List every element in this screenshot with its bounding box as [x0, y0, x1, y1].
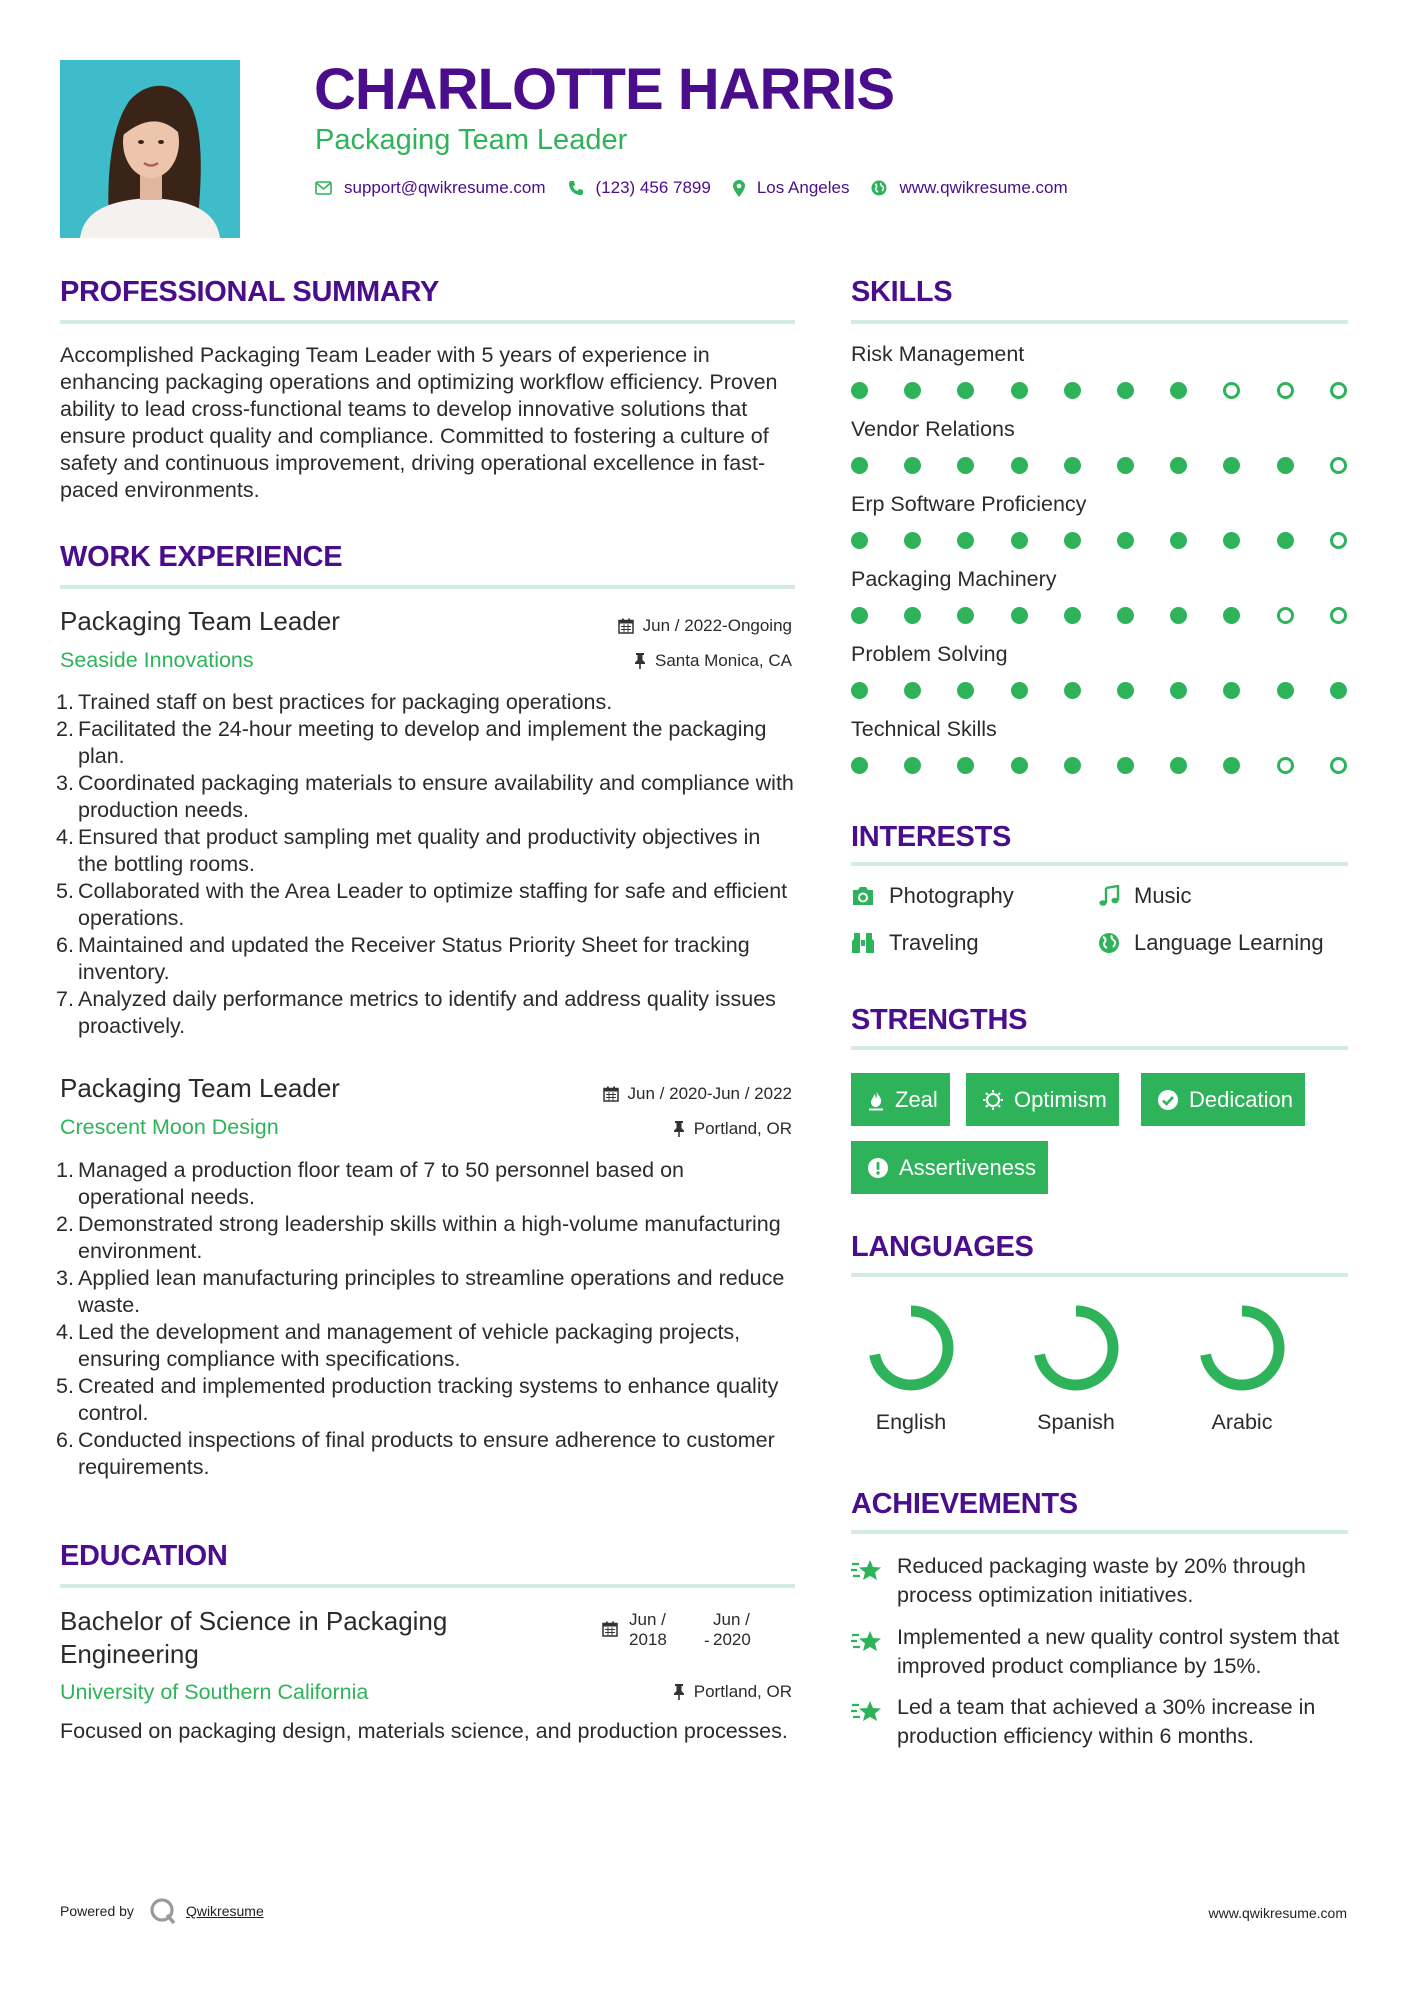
- skill-dot-filled: [1011, 532, 1028, 549]
- language-name: Arabic: [1211, 1410, 1273, 1434]
- language-ring-icon: [1028, 1300, 1124, 1396]
- skill-rating-1: [851, 381, 1351, 401]
- skill-rating-2: [851, 456, 1351, 476]
- achievement-text: Led a team that achieved a 30% increase in production efficiency within 6 months.: [897, 1695, 1316, 1748]
- skill-dot-filled: [851, 457, 868, 474]
- skill-dot-filled: [957, 682, 974, 699]
- skill-dot-filled: [1223, 457, 1240, 474]
- list-item: 3. Coordinated packaging materials to ensure availability and compliance with production needs.: [56, 771, 794, 822]
- education-heading: EDUCATION: [60, 1540, 228, 1572]
- skill-dot-filled: [1223, 532, 1240, 549]
- interests-heading: INTERESTS: [851, 821, 1012, 853]
- degree-line-1: Bachelor of Science in Packaging: [60, 1606, 448, 1636]
- email-text: support@qwikresume.com: [344, 178, 546, 197]
- interest-label: Language Learning: [1134, 930, 1324, 955]
- skill-dot-filled: [1064, 757, 1081, 774]
- skill-dot-filled: [1064, 532, 1081, 549]
- strength-tag-optimism: [966, 1073, 1119, 1126]
- skill-dot-filled: [1277, 532, 1294, 549]
- skill-name-5: Problem Solving: [851, 642, 1008, 666]
- list-item: 6. Maintained and updated the Receiver Status Priority Sheet for tracking inventory.: [56, 933, 750, 984]
- camera-icon: [851, 886, 875, 906]
- skill-dot-filled: [1011, 382, 1028, 399]
- skill-dot-empty: [1277, 757, 1294, 774]
- skill-name-3: Erp Software Proficiency: [851, 492, 1087, 516]
- sun-icon: [982, 1089, 1004, 1111]
- achievement-item: [851, 1623, 1361, 1681]
- strengths-divider: [851, 1046, 1348, 1050]
- language-name: Spanish: [1037, 1410, 1115, 1434]
- skill-dot-filled: [1117, 457, 1134, 474]
- skill-dot-filled: [851, 607, 868, 624]
- profile-photo: [60, 60, 240, 238]
- job-company-2: Crescent Moon Design: [60, 1115, 279, 1139]
- calendar-icon: [618, 618, 634, 634]
- skill-dot-empty: [1330, 607, 1347, 624]
- skill-dot-filled: [904, 682, 921, 699]
- skill-dot-filled: [1011, 457, 1028, 474]
- strength-label: Zeal: [895, 1086, 938, 1112]
- globe-icon: [871, 180, 887, 196]
- skill-dot-filled: [1170, 607, 1187, 624]
- interest-label: Traveling: [889, 930, 979, 955]
- education-location: [673, 1682, 792, 1702]
- skill-dot-filled: [1117, 532, 1134, 549]
- education-end-month: Jun /: [713, 1610, 750, 1629]
- skill-dot-filled: [1170, 457, 1187, 474]
- calendar-icon: [602, 1621, 618, 1637]
- job-dates-2: [603, 1084, 792, 1104]
- job-duties-1: [56, 689, 795, 1040]
- education-dates: [602, 1610, 795, 1652]
- skill-dot-empty: [1223, 382, 1240, 399]
- school-name: University of Southern California: [60, 1680, 369, 1704]
- education-start-year: 2018: [629, 1630, 667, 1649]
- skill-dot-filled: [1064, 457, 1081, 474]
- map-pin-icon: [733, 180, 745, 197]
- skill-dot-empty: [1330, 382, 1347, 399]
- powered-by-text: Powered by: [60, 1903, 134, 1919]
- qwikresume-link[interactable]: Qwikresume: [185, 1903, 264, 1919]
- list-item: 1. Managed a production floor team of 7 to 50 personnel based on operational needs.: [56, 1158, 684, 1209]
- phone-text: (123) 456 7899: [595, 178, 711, 197]
- experience-divider: [60, 585, 795, 589]
- skill-dot-filled: [957, 757, 974, 774]
- skill-name-4: Packaging Machinery: [851, 567, 1057, 591]
- date-separator: -: [704, 1631, 710, 1650]
- strength-label: Assertiveness: [899, 1154, 1036, 1180]
- skill-dot-filled: [904, 457, 921, 474]
- strength-tag-assertiveness: [851, 1141, 1048, 1194]
- envelope-icon: [315, 181, 332, 195]
- education-divider: [60, 1584, 795, 1588]
- skill-dot-filled: [1170, 682, 1187, 699]
- calendar-icon: [603, 1086, 619, 1102]
- skill-dot-filled: [1223, 757, 1240, 774]
- skill-dot-filled: [1223, 607, 1240, 624]
- interest-label: Music: [1134, 883, 1192, 908]
- language-name: English: [875, 1410, 947, 1434]
- flame-icon: [867, 1089, 885, 1111]
- job-location-text-2: Portland, OR: [693, 1119, 792, 1138]
- education-description: Focused on packaging design, materials science, and production processes.: [60, 1719, 788, 1743]
- summary-heading: PROFESSIONAL SUMMARY: [60, 276, 440, 308]
- experience-heading: WORK EXPERIENCE: [60, 541, 343, 573]
- strength-tag-zeal: [851, 1073, 950, 1126]
- job-location-2: [673, 1119, 792, 1139]
- job-title-2: Packaging Team Leader: [60, 1073, 340, 1103]
- achievements-divider: [851, 1530, 1348, 1534]
- skill-dot-filled: [1064, 607, 1081, 624]
- skill-rating-5: [851, 681, 1351, 701]
- languages-divider: [851, 1273, 1348, 1277]
- list-item: 1. Trained staff on best practices for packaging operations.: [56, 690, 613, 714]
- strength-label: Dedication: [1189, 1086, 1293, 1112]
- interest-item-language-learning: [1098, 930, 1324, 956]
- list-item: 6. Conducted inspections of final products to ensure adherence to customer requirements.: [56, 1428, 775, 1479]
- skill-dot-filled: [1170, 532, 1187, 549]
- achievement-text: Implemented a new quality control system that improved product compliance by 15%.: [897, 1625, 1340, 1678]
- skill-dot-filled: [851, 532, 868, 549]
- phone-icon: [568, 180, 584, 196]
- footer-website[interactable]: www.qwikresume.com: [1208, 1905, 1347, 1921]
- job-location-text-1: Santa Monica, CA: [654, 651, 792, 670]
- list-item: 5. Created and implemented production tracking systems to enhance quality control.: [56, 1374, 779, 1425]
- job-location-1: [634, 651, 792, 671]
- skill-dot-filled: [1011, 757, 1028, 774]
- skill-dot-empty: [1330, 757, 1347, 774]
- pushpin-icon: [634, 653, 646, 669]
- strength-tag-dedication: [1141, 1073, 1305, 1126]
- skill-dot-filled: [1330, 682, 1347, 699]
- language-arabic: [1162, 1300, 1322, 1435]
- skill-dot-filled: [957, 532, 974, 549]
- achievements-heading: ACHIEVEMENTS: [851, 1488, 1078, 1520]
- skill-dot-filled: [851, 757, 868, 774]
- summary-text: Accomplished Packaging Team Leader with 5 years of experience in enhancing packaging operations and optimizing workflow efficiency. Proven ability to lead cross-functional teams to develop innovative solutions that ensure product quality and compliance. Committed to fostering a culture of safety and continuous improvement, driving operational excellence in fast-paced environments.: [60, 343, 778, 502]
- list-item: 4. Ensured that product sampling met quality and productivity objectives in the bottling rooms.: [56, 825, 761, 876]
- pushpin-icon: [673, 1684, 685, 1700]
- skill-dot-filled: [1277, 682, 1294, 699]
- strengths-heading: STRENGTHS: [851, 1004, 1028, 1036]
- person-portrait-icon: [60, 60, 240, 238]
- contact-website[interactable]: [871, 178, 1067, 198]
- interest-item-music: [1098, 883, 1191, 909]
- skill-dot-filled: [1011, 607, 1028, 624]
- footer-powered-by: [60, 1896, 264, 1926]
- skill-dot-empty: [1277, 382, 1294, 399]
- skill-dot-filled: [1117, 757, 1134, 774]
- language-ring-icon: [863, 1300, 959, 1396]
- skill-dot-filled: [1117, 682, 1134, 699]
- skill-dot-filled: [851, 382, 868, 399]
- list-item: 2. Demonstrated strong leadership skills within a high-volume manufacturing environment.: [56, 1212, 781, 1263]
- skills-heading: SKILLS: [851, 276, 953, 308]
- skill-dot-filled: [1064, 682, 1081, 699]
- language-ring-icon: [1194, 1300, 1290, 1396]
- contact-phone[interactable]: [568, 178, 711, 198]
- candidate-role: Packaging Team Leader: [315, 124, 628, 156]
- skill-name-1: Risk Management: [851, 342, 1025, 366]
- skill-dot-filled: [904, 757, 921, 774]
- achievement-item: [851, 1552, 1361, 1610]
- candidate-name: CHARLOTTE HARRIS: [314, 57, 895, 122]
- interest-item-traveling: [851, 930, 979, 956]
- education-start-month: Jun /: [629, 1610, 666, 1629]
- skill-dot-filled: [1170, 382, 1187, 399]
- achievement-text: Reduced packaging waste by 20% through process optimization initiatives.: [897, 1554, 1306, 1607]
- language-english: [831, 1300, 991, 1435]
- pushpin-icon: [673, 1121, 685, 1137]
- music-note-icon: [1098, 885, 1120, 907]
- job-dates-1: [618, 616, 792, 636]
- location-text: Los Angeles: [756, 178, 850, 197]
- skill-dot-empty: [1330, 532, 1347, 549]
- job-title-1: Packaging Team Leader: [60, 606, 340, 636]
- shooting-star-icon: [851, 1558, 883, 1584]
- job-duties-2: [56, 1157, 795, 1481]
- skill-dot-filled: [904, 382, 921, 399]
- skill-dot-filled: [1064, 382, 1081, 399]
- achievement-item: [851, 1693, 1361, 1751]
- skill-dot-filled: [904, 607, 921, 624]
- education-location-text: Portland, OR: [693, 1682, 792, 1701]
- skill-dot-filled: [1011, 682, 1028, 699]
- degree-line-2: Engineering: [60, 1639, 199, 1669]
- skill-dot-filled: [1170, 757, 1187, 774]
- skill-rating-3: [851, 531, 1351, 551]
- job-company-1: Seaside Innovations: [60, 648, 254, 672]
- skill-dot-filled: [1223, 682, 1240, 699]
- check-circle-icon: [1157, 1089, 1179, 1111]
- website-text: www.qwikresume.com: [899, 178, 1068, 197]
- skills-divider: [851, 320, 1348, 324]
- shooting-star-icon: [851, 1629, 883, 1655]
- skill-dot-filled: [1277, 457, 1294, 474]
- skill-dot-filled: [957, 607, 974, 624]
- exclamation-circle-icon: [867, 1157, 889, 1179]
- globe-icon: [1098, 932, 1120, 954]
- interest-item-photography: [851, 883, 1014, 909]
- list-item: 4. Led the development and management of vehicle packaging projects, ensuring compliance with specifications.: [56, 1320, 741, 1371]
- shooting-star-icon: [851, 1699, 883, 1725]
- qwikresume-logo-icon: [148, 1896, 178, 1926]
- language-spanish: [996, 1300, 1156, 1435]
- skill-dot-filled: [1117, 607, 1134, 624]
- contact-location: [733, 178, 850, 198]
- skill-dot-filled: [957, 457, 974, 474]
- job-dates-text-1: Jun / 2022-Ongoing: [642, 616, 792, 635]
- skill-dot-empty: [1277, 607, 1294, 624]
- list-item: 5. Collaborated with the Area Leader to optimize staffing for safe and efficient operations.: [56, 879, 788, 930]
- skill-dot-filled: [851, 682, 868, 699]
- contact-email[interactable]: [315, 178, 546, 198]
- skill-rating-4: [851, 606, 1351, 626]
- contact-bar: [315, 178, 1090, 198]
- strength-label: Optimism: [1014, 1086, 1107, 1112]
- interests-divider: [851, 862, 1348, 866]
- summary-divider: [60, 320, 795, 324]
- skill-name-6: Technical Skills: [851, 717, 997, 741]
- skill-dot-empty: [1330, 457, 1347, 474]
- skill-rating-6: [851, 756, 1351, 776]
- job-dates-text-2: Jun / 2020-Jun / 2022: [627, 1084, 792, 1103]
- list-item: 7. Analyzed daily performance metrics to identify and address quality issues proactively.: [56, 987, 776, 1038]
- skill-dot-filled: [957, 382, 974, 399]
- skill-dot-filled: [1117, 382, 1134, 399]
- binoculars-icon: [851, 932, 875, 954]
- languages-heading: LANGUAGES: [851, 1231, 1034, 1263]
- skill-dot-filled: [904, 532, 921, 549]
- skill-name-2: Vendor Relations: [851, 417, 1015, 441]
- list-item: 3. Applied lean manufacturing principles to streamline operations and reduce waste.: [56, 1266, 785, 1317]
- education-end-year: 2020: [713, 1630, 751, 1649]
- list-item: 2. Facilitated the 24-hour meeting to develop and implement the packaging plan.: [56, 717, 767, 768]
- interest-label: Photography: [889, 883, 1014, 908]
